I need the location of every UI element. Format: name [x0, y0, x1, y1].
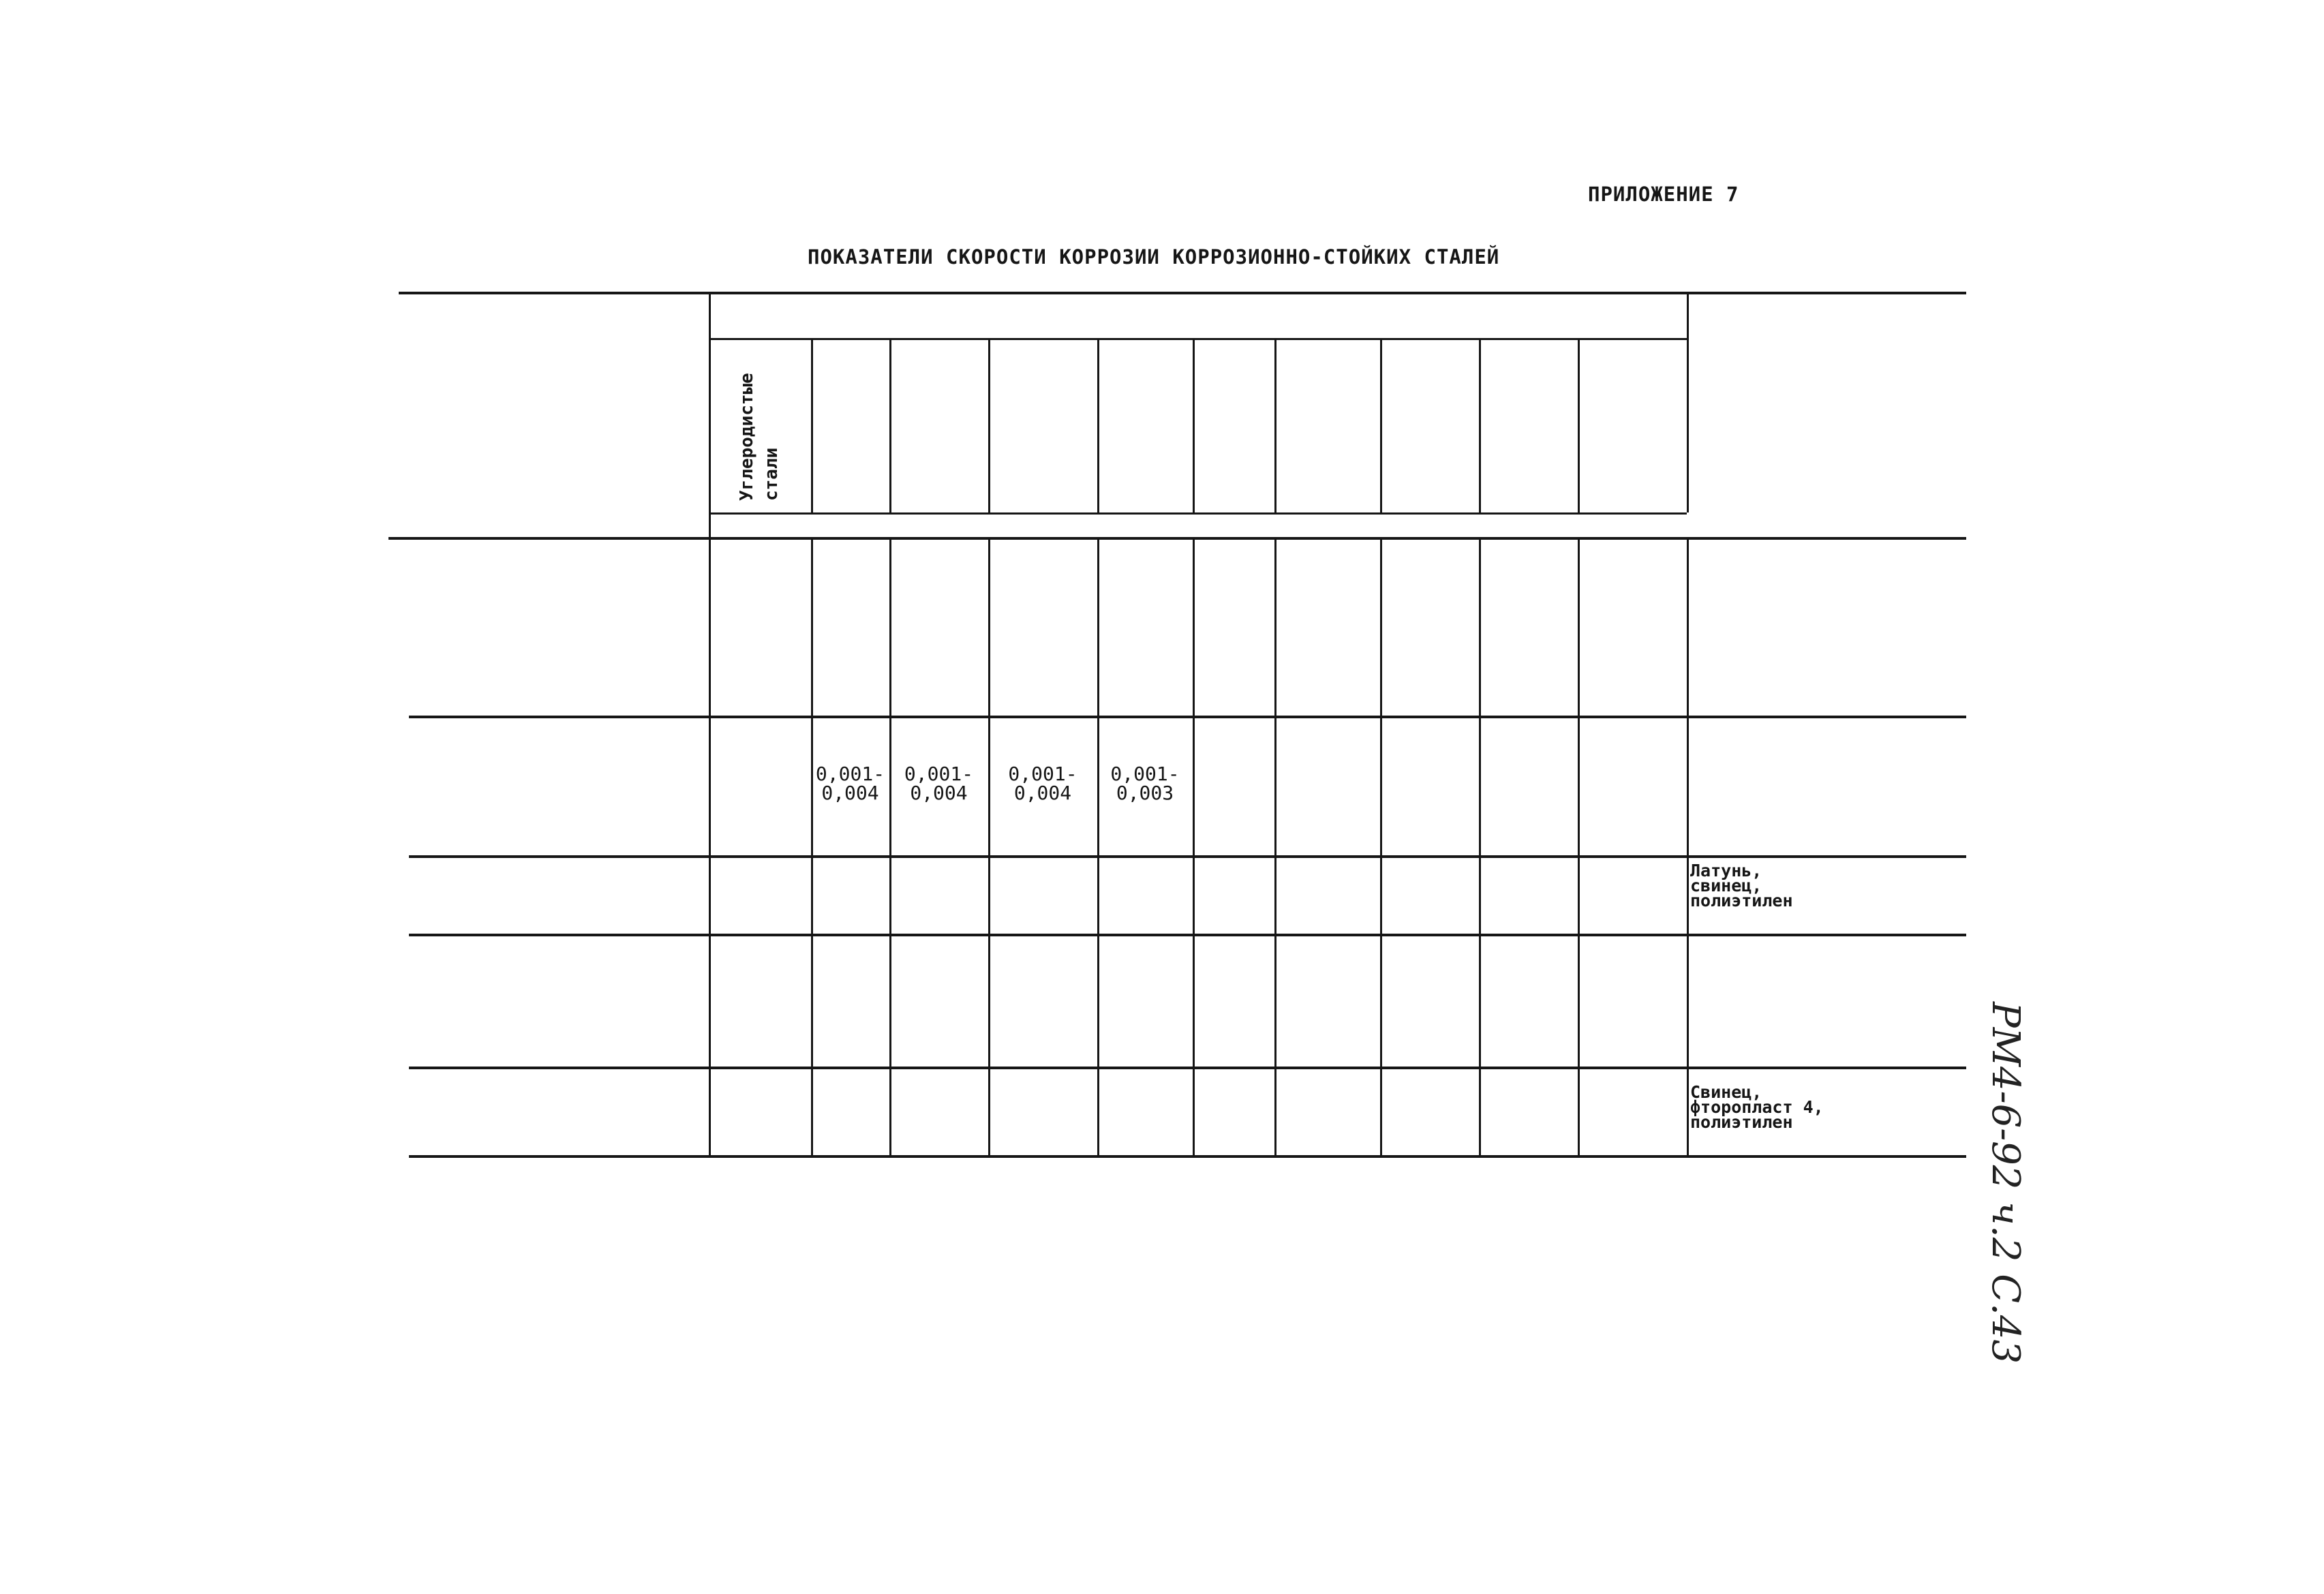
body-col-divider [1193, 1067, 1195, 1155]
recommended-material: полиэтилен [1690, 891, 1793, 910]
group-separator [409, 855, 1966, 858]
body-col-divider [1687, 855, 1689, 934]
body-col-divider [1687, 538, 1689, 716]
recommended-material: фторопласт 4, [1690, 1097, 1824, 1117]
header-col-divider [1687, 293, 1689, 512]
body-col-divider [1193, 934, 1195, 1067]
header-col-divider [1479, 339, 1481, 512]
body-col-divider [889, 1067, 891, 1155]
body-col-divider [1193, 716, 1195, 855]
group-separator [409, 1067, 1966, 1069]
body-col-divider [811, 1067, 813, 1155]
body-col-divider [988, 855, 990, 934]
body-col-divider [1097, 934, 1099, 1067]
steel-grade-label: стали [761, 447, 782, 501]
body-col-divider [1380, 934, 1382, 1067]
header-col-divider [1097, 339, 1099, 512]
body-col-divider [1274, 538, 1276, 716]
body-col-divider [1274, 716, 1276, 855]
body-col-divider [709, 934, 711, 1067]
header-col-divider [889, 339, 891, 512]
body-col-divider [1479, 716, 1481, 855]
body-col-divider [889, 934, 891, 1067]
header-col-divider [709, 293, 711, 538]
body-col-divider [988, 716, 990, 855]
body-col-divider [1578, 538, 1580, 716]
body-col-divider [1274, 855, 1276, 934]
body-col-divider [1193, 855, 1195, 934]
corrosion-rate-cell: 0,001- 0,004 [904, 763, 974, 804]
recommended-material: Латунь, [1690, 861, 1762, 880]
body-col-divider [709, 1067, 711, 1155]
body-col-divider [811, 934, 813, 1067]
header-col-divider [1380, 339, 1382, 512]
body-col-divider [889, 538, 891, 716]
header-col-divider [1274, 339, 1276, 512]
body-col-divider [709, 855, 711, 934]
body-col-divider [1274, 934, 1276, 1067]
body-col-divider [1578, 934, 1580, 1067]
group-separator [409, 716, 1966, 718]
body-col-divider [1380, 538, 1382, 716]
appendix-label: ПРИЛОЖЕНИЕ 7 [1588, 183, 1739, 206]
body-col-divider [1479, 538, 1481, 716]
body-col-divider [889, 855, 891, 934]
steel-header-rule [709, 512, 1687, 515]
header-col-divider [988, 339, 990, 512]
body-col-divider [1578, 716, 1580, 855]
corrosion-rate-cell: 0,001- 0,004 [815, 763, 885, 804]
recommended-material: полиэтилен [1690, 1112, 1793, 1132]
body-col-divider [1479, 934, 1481, 1067]
body-col-divider [988, 538, 990, 716]
corrosion-rate-cell: 0,001- 0,003 [1110, 763, 1180, 804]
recommended-material: Свинец, [1690, 1082, 1762, 1102]
body-col-divider [1687, 934, 1689, 1067]
body-col-divider [1687, 1067, 1689, 1155]
body-col-divider [1578, 855, 1580, 934]
body-col-divider [1479, 1067, 1481, 1155]
body-col-divider [1097, 538, 1099, 716]
body-col-divider [1380, 716, 1382, 855]
body-col-divider [1097, 1067, 1099, 1155]
body-col-divider [1687, 716, 1689, 855]
group-separator [409, 934, 1966, 936]
body-col-divider [1274, 1067, 1276, 1155]
header-col-divider [811, 339, 813, 512]
body-col-divider [1097, 855, 1099, 934]
header-col-divider [1193, 339, 1195, 512]
body-col-divider [988, 1067, 990, 1155]
corrosion-rate-cell: 0,001- 0,004 [1008, 763, 1077, 804]
body-col-divider [1193, 538, 1195, 716]
body-col-divider [811, 855, 813, 934]
document-code: РМ4-6-92 ч.2 С.43 [1983, 1002, 2028, 1364]
body-col-divider [709, 538, 711, 716]
header-bottom-rule [388, 537, 1966, 540]
pipes-header-rule [709, 338, 1687, 340]
steel-grade-label: Углеродистые [737, 373, 757, 501]
body-col-divider [1578, 1067, 1580, 1155]
page-title: ПОКАЗАТЕЛИ СКОРОСТИ КОРРОЗИИ КОРРОЗИОННО-СТОЙКИХ СТАЛЕЙ [808, 245, 1500, 269]
body-col-divider [709, 716, 711, 855]
group-separator [409, 1155, 1966, 1158]
body-col-divider [811, 538, 813, 716]
header-col-divider [1578, 339, 1580, 512]
body-col-divider [1380, 855, 1382, 934]
body-col-divider [1380, 1067, 1382, 1155]
body-col-divider [988, 934, 990, 1067]
recommended-material: свинец, [1690, 876, 1762, 895]
body-col-divider [1479, 855, 1481, 934]
table-top-rule [399, 292, 1966, 294]
